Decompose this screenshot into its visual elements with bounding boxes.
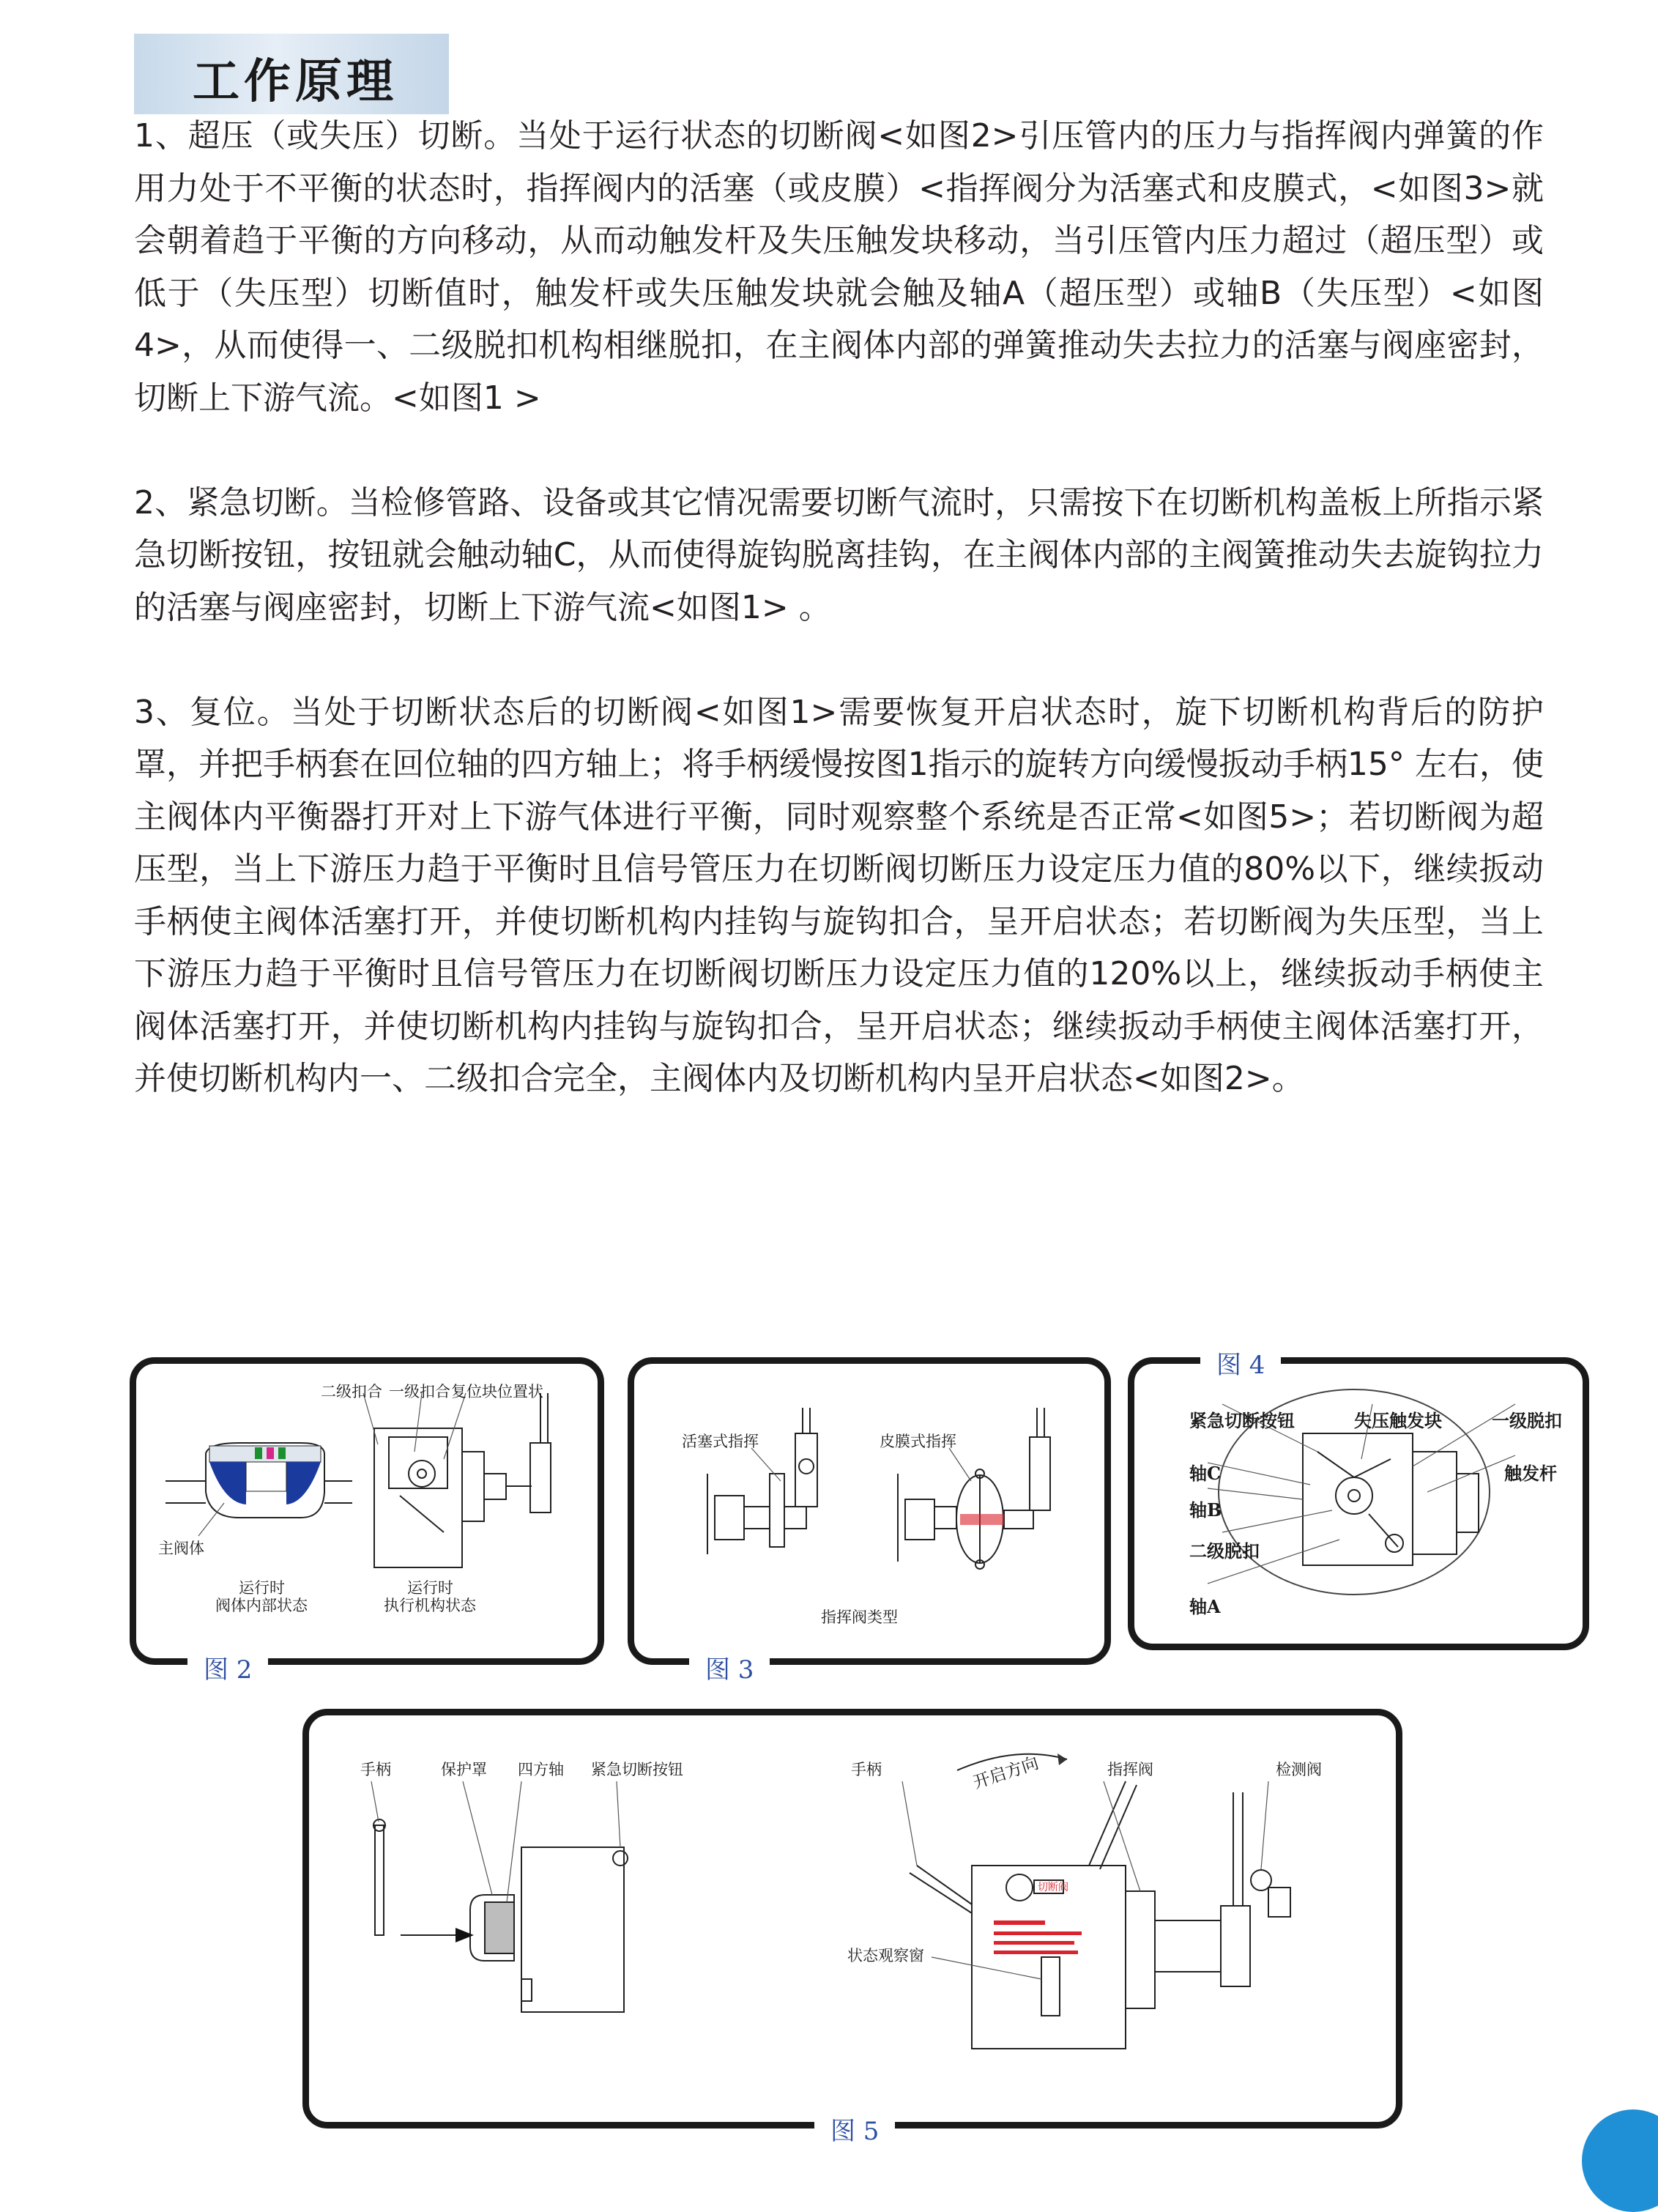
fig4-label-primary-trip: 一级脱扣 [1492,1410,1562,1431]
fig5-label-open-direction: 开启方向 [971,1753,1041,1793]
fig3-label-piston-pilot: 活塞式指挥 [682,1433,759,1450]
fig5-label-guard: 保护罩 [441,1761,487,1778]
paragraph-emergency: 2、紧急切断。当检修管路、设备或其它情况需要切断气流时，只需按下在切断机构盖板上所指示紧急切断按钮，按钮就会触动轴C，从而使得旋钩脱离挂钩，在主阀体内部的主阀簧推动失去旋钩拉力的活塞与阀座密封，切断上下游气流<如图1> 。 [134,483,1544,626]
fig5-label-handle-right: 手柄 [851,1761,882,1778]
fig4-label-emergency-button: 紧急切断按钮 [1189,1410,1295,1431]
fig5-label-handle-left: 手柄 [360,1761,391,1778]
figure-3-caption: 图 3 [689,1649,770,1685]
figure-4-caption: 图 4 [1200,1345,1281,1381]
figure-3-panel [628,1357,1111,1685]
fig2-label-running-2: 运行时 [407,1579,453,1597]
figure-2-panel [130,1357,604,1685]
paragraph-reset: 3、复位。当处于切断状态后的切断阀<如图1>需要恢复开启状态时，旋下切断机构背后的防护罩，并把手柄套在回位轴的四方轴上；将手柄缓慢按图1指示的旋转方向缓慢扳动手柄15° 左右，使主阀体内平衡器打开对上下游气体进行平衡，同时观察整个系统是否正常<如图5>；若切断阀为超压型，当上下游压力趋于平衡时且信号管压力在切断阀切断压力设定压力值的80%以下，继续扳动手柄使主阀体活塞打开，并使切断机构内挂钩与旋钩扣合，呈开启状态；若切断阀为失压型，当上下游压力趋于平衡时且信号管压力在切断阀切断压力设定压力值的120%以上，继续扳动手柄使主阀体活塞打开，并使切断机构内挂钩与旋钩扣合，呈开启状态；继续扳动手柄使主阀体活塞打开，并使切断机构内一、二级扣合完全，主阀体内及切断机构内呈开启状态<如图2>。 [134,693,1544,1097]
fig2-label-reset-block: 复位块位置状 [451,1383,543,1400]
fig4-label-shaft-b: 轴B [1189,1499,1222,1521]
fig2-label-secondary-latch: 二级扣合 [321,1383,382,1400]
fig2-label-primary-latch: 一级扣合 [389,1383,450,1400]
figure-5-panel [302,1709,1402,2146]
figure-2-illustration [136,1364,598,1658]
fig5-plate-text: 切断阀 [1038,1882,1068,1893]
body-text [134,110,1544,1105]
fig5-label-square-shaft: 四方轴 [518,1761,564,1778]
figure-5-caption: 图 5 [814,2111,895,2147]
section-title: 工作原理 [193,55,398,109]
fig4-label-shaft-c: 轴C [1189,1463,1222,1484]
fig5-label-pilot-valve: 指挥阀 [1107,1761,1153,1778]
fig2-label-actuator-state: 执行机构状态 [384,1597,476,1614]
figure-2-caption: 图 2 [187,1649,268,1685]
fig3-label-diaphragm-pilot: 皮膜式指挥 [880,1433,956,1450]
fig5-label-status-window: 状态观察窗 [847,1947,924,1964]
paragraph-overpressure: 1、超压（或失压）切断。当处于运行状态的切断阀<如图2>引压管内的压力与指挥阀内弹簧的作用力处于不平衡的状态时，指挥阀内的活塞（或皮膜）<指挥阀分为活塞式和皮膜式，<如图3>就会朝着趋于平衡的方向移动，从而动触发杆及失压触发块移动，当引压管内压力超过（超压型）或低于（失压型）切断值时，触发杆或失压触发块就会触及轴A（超压型）或轴B（失压型）<如图4>，从而使得一、二级脱扣机构相继脱扣，在主阀体内部的弹簧推动失去拉力的活塞与阀座密封，切断上下游气流。<如图1 > [134,117,1544,417]
section-title-band [134,34,449,114]
fig4-label-underpressure-block: 失压触发块 [1354,1410,1442,1431]
page-number-badge [1582,2109,1658,2212]
fig3-label-pilot-types: 指挥阀类型 [821,1608,898,1626]
fig4-label-secondary-trip: 二级脱扣 [1189,1540,1260,1562]
fig4-label-trigger-rod: 触发杆 [1504,1463,1557,1484]
fig5-label-test-valve: 检测阀 [1276,1761,1322,1778]
fig2-label-main-body: 主阀体 [158,1540,204,1557]
fig4-label-shaft-a: 轴A [1189,1596,1221,1617]
fig5-label-emergency-button: 紧急切断按钮 [591,1761,683,1778]
figure-4-panel [1128,1351,1589,1650]
fig2-label-running-1: 运行时 [239,1579,285,1597]
fig2-label-body-state: 阀体内部状态 [215,1597,308,1614]
